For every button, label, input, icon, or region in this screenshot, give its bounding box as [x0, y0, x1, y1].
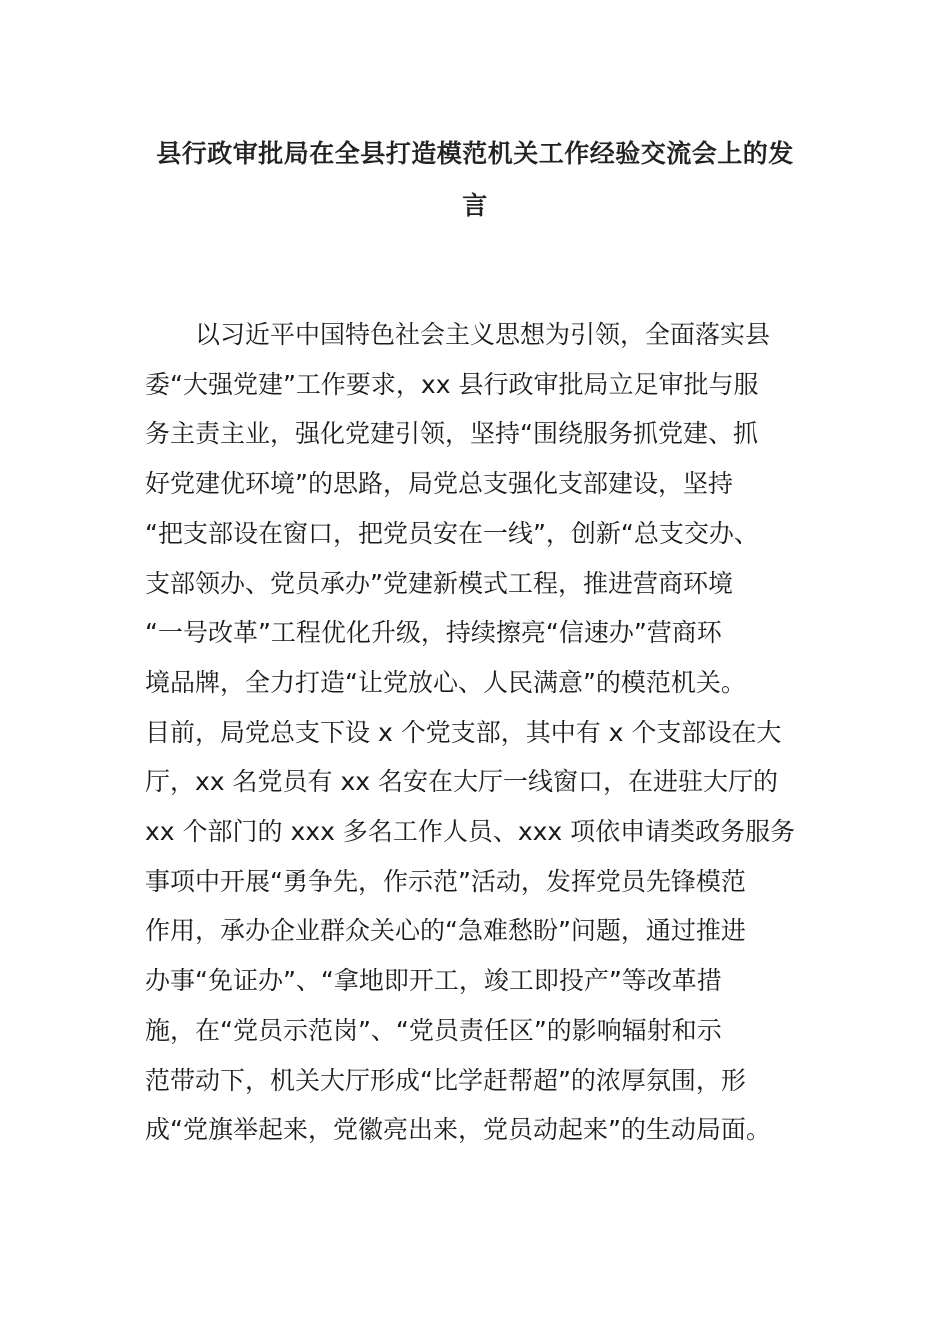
- paragraph-line: 厅，xx 名党员有 xx 名安在大厅一线窗口，在进驻大厅的: [145, 767, 779, 797]
- paragraph-line: 作用，承办企业群众关心的“急难愁盼”问题，通过推进: [145, 916, 746, 946]
- paragraph-line: 施，在“党员示范岗”、“党员责任区”的影响辐射和示: [145, 1015, 722, 1045]
- title-line: 言: [462, 191, 488, 220]
- paragraph-line: 以习近平中国特色社会主义思想为引领，全面落实县: [195, 320, 771, 349]
- paragraph-line: 务主责主业，强化党建引领，坚持“围绕服务抓党建、抓: [145, 419, 758, 449]
- paragraph-line: 目前，局党总支下设 x 个党支部，其中有 x 个支部设在大: [145, 717, 782, 747]
- paragraph-line: 成“党旗举起来，党徽亮出来，党员动起来”的生动局面。: [145, 1115, 771, 1145]
- paragraph-line: 事项中开展“勇争先，作示范”活动，发挥党员先锋模范: [145, 866, 746, 896]
- title-line: 县行政审批局在全县打造模范机关工作经验交流会上的发: [156, 139, 794, 168]
- paragraph-line: 境品牌，全力打造“让党放心、人民满意”的模范机关。: [145, 667, 746, 697]
- paragraph-line: 好党建优环境”的思路，局党总支强化支部建设，坚持: [145, 469, 733, 499]
- paragraph-line: “把支部设在窗口，把党员安在一线”，创新“总支交办、: [145, 518, 759, 548]
- paragraph-line: xx 个部门的 xxx 多名工作人员、xxx 项依申请类政务服务: [145, 817, 796, 847]
- paragraph-line: 支部领办、党员承办”党建新模式工程，推进营商环境: [145, 568, 733, 598]
- document-title: [145, 128, 805, 232]
- paragraph-line: 委“大强党建”工作要求，xx 县行政审批局立足审批与服: [145, 369, 759, 399]
- paragraph-line: 范带动下，机关大厅形成“比学赶帮超”的浓厚氛围，形: [145, 1065, 746, 1095]
- document-body: [145, 310, 807, 1155]
- paragraph-line: “一号改革”工程优化升级，持续擦亮“信速办”营商环: [145, 618, 722, 648]
- paragraph-line: 办事“免证办”、“拿地即开工，竣工即投产”等改革措: [145, 966, 722, 996]
